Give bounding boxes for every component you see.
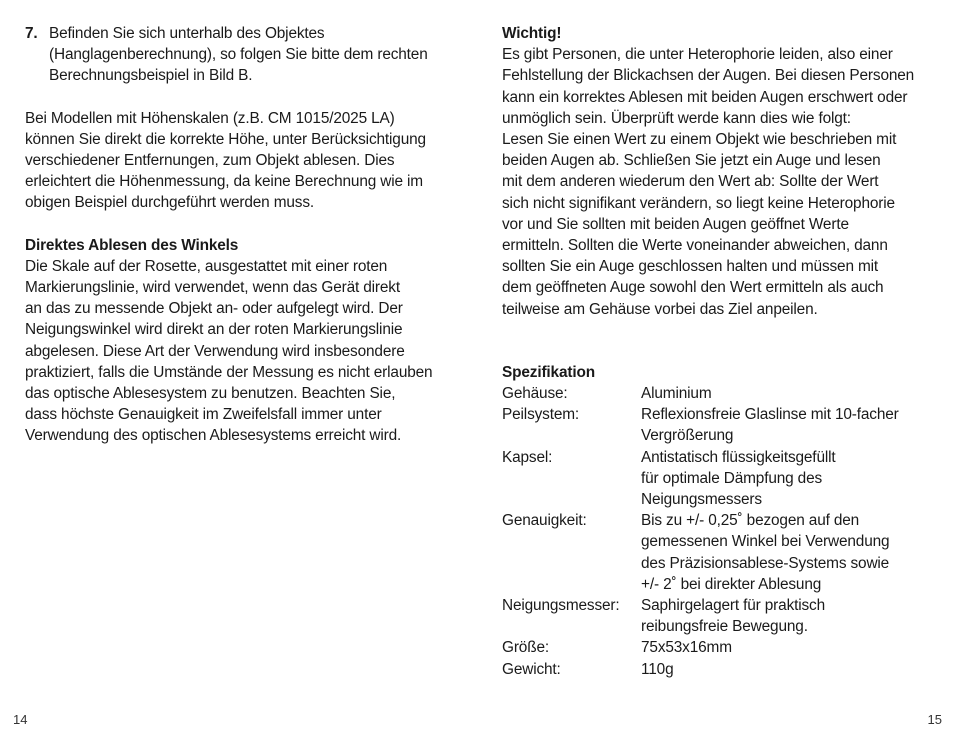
text-line: Die Skale auf der Rosette, ausgestattet mit einer roten	[25, 257, 388, 275]
paragraph-winkel	[25, 256, 455, 447]
text-line: obigen Beispiel durchgeführt werden muss.	[25, 194, 315, 212]
text-line: unmöglich sein. Überprüft werde kann dies wie folgt:	[502, 109, 851, 127]
section-heading-winkel: Direktes Ablesen des Winkels	[25, 236, 239, 254]
spec-table	[502, 383, 932, 680]
spec-value-line: Bis zu +/- 0,25˚ bezogen auf den	[641, 512, 860, 530]
text-line: beiden Augen ab. Schließen Sie jetzt ein Auge und lesen	[502, 152, 881, 170]
spec-row-kapsel	[502, 447, 932, 511]
text-line: (Hanglagenberechnung), so folgen Sie bitte dem rechten	[49, 46, 428, 64]
text-line: teilweise am Gehäuse vorbei das Ziel anpeilen.	[502, 300, 818, 318]
spec-value-line: gemessenen Winkel bei Verwendung	[641, 533, 890, 551]
text-line: praktiziert, falls die Umstände der Messung es nicht erlauben	[25, 363, 433, 381]
text-line: das optische Ablesesystem zu benutzen. Beachten Sie,	[25, 385, 396, 403]
text-line: Markierungslinie, wird verwendet, wenn das Gerät direkt	[25, 279, 400, 297]
page-number-right: 15	[927, 712, 942, 727]
spec-key: Neigungsmesser:	[502, 597, 620, 615]
text-line: Lesen Sie einen Wert zu einem Objekt wie beschrieben mit	[502, 131, 897, 149]
spec-key: Genauigkeit:	[502, 512, 587, 530]
spec-value-line: 110g	[641, 660, 674, 678]
spec-key: Kapsel:	[502, 448, 553, 466]
spec-value	[641, 595, 932, 637]
text-line: dem geöffneten Auge sowohl den Wert ermitteln als auch	[502, 279, 884, 297]
right-column	[502, 23, 932, 680]
text-line: Fehlstellung der Blickachsen der Augen. Bei diesen Personen	[502, 67, 915, 85]
text-line: kann ein korrektes Ablesen mit beiden Augen erschwert oder	[502, 88, 908, 106]
spec-key: Gewicht:	[502, 660, 561, 678]
text-line: verschiedener Entfernungen, zum Objekt ablesen. Dies	[25, 152, 395, 170]
spec-value-line: Aluminium	[641, 385, 712, 403]
spec-value-line: für optimale Dämpfung des	[641, 469, 823, 487]
text-line: sich nicht signifikant verändern, so liegt keine Heterophorie	[502, 194, 895, 212]
text-line: ermitteln. Sollten die Werte voneinander abweichen, dann	[502, 237, 888, 255]
item-number: 7.	[25, 25, 38, 42]
spec-value	[641, 404, 932, 446]
spec-value	[641, 447, 932, 511]
spec-row-neigungsmesser	[502, 595, 932, 637]
spec-value-line: +/- 2˚ bei direkter Ablesung	[641, 575, 822, 593]
right-page	[477, 0, 954, 737]
text-line: an das zu messende Objekt an- oder aufgelegt wird. Der	[25, 300, 403, 318]
spec-key: Größe:	[502, 639, 549, 657]
spec-row-gehaeuse	[502, 383, 932, 404]
spec-key: Gehäuse:	[502, 385, 568, 403]
spec-value	[641, 637, 932, 658]
section-heading-wichtig: Wichtig!	[502, 25, 562, 42]
text-line: können Sie direkt die korrekte Höhe, unter Berücksichtigung	[25, 130, 426, 148]
text-line: Neigungswinkel wird direkt an der roten Markierungslinie	[25, 321, 403, 339]
text-line: erleichtert die Höhenmessung, da keine Berechnung wie im	[25, 173, 423, 191]
spec-value	[641, 510, 932, 595]
spec-value	[641, 383, 932, 404]
spec-value	[641, 659, 932, 680]
text-line: abgelesen. Diese Art der Verwendung wird insbesondere	[25, 342, 405, 360]
spec-key: Peilsystem:	[502, 406, 580, 424]
text-line: Berechnungsbeispiel in Bild B.	[49, 67, 253, 85]
left-column	[25, 23, 455, 447]
page-number-left: 14	[13, 712, 28, 727]
text-line: Befinden Sie sich unterhalb des Objektes	[49, 25, 325, 42]
spec-row-gewicht	[502, 659, 932, 680]
spec-row-genauigkeit	[502, 510, 932, 595]
text-line: vor und Sie sollten mit beiden Augen geöffnet Werte	[502, 215, 849, 233]
text-line: dass höchste Genauigkeit im Zweifelsfall immer unter	[25, 406, 382, 424]
spec-value-line: Reflexionsfreie Glaslinse mit 10-facher	[641, 406, 899, 424]
spec-value-line: Neigungsmessers	[641, 491, 762, 509]
spec-row-groesse	[502, 637, 932, 658]
paragraph-wichtig	[502, 44, 932, 320]
spec-value-line: Vergrößerung	[641, 427, 734, 445]
item-text	[49, 23, 455, 87]
section-heading-spezifikation: Spezifikation	[502, 363, 595, 381]
spec-row-peilsystem	[502, 404, 932, 446]
spec-value-line: Saphirgelagert für praktisch	[641, 597, 826, 615]
text-line: sollten Sie ein Auge geschlossen halten und müssen mit	[502, 258, 879, 276]
text-line: Bei Modellen mit Höhenskalen (z.B. CM 1015/2025 LA)	[25, 109, 395, 127]
numbered-item-7	[25, 23, 455, 87]
text-line: Verwendung des optischen Ablesesystems erreicht wird.	[25, 427, 402, 445]
spec-value-line: Antistatisch flüssigkeitsgefüllt	[641, 448, 836, 466]
text-line: mit dem anderen wiederum den Wert ab: Sollte der Wert	[502, 173, 879, 191]
paragraph-hoehenskalen	[25, 108, 455, 214]
spec-value-line: reibungsfreie Bewegung.	[641, 618, 808, 636]
text-line: Es gibt Personen, die unter Heterophorie leiden, also einer	[502, 46, 893, 64]
spec-value-line: des Präzisionsablese-Systems sowie	[641, 554, 890, 572]
spec-value-line: 75x53x16mm	[641, 639, 732, 657]
